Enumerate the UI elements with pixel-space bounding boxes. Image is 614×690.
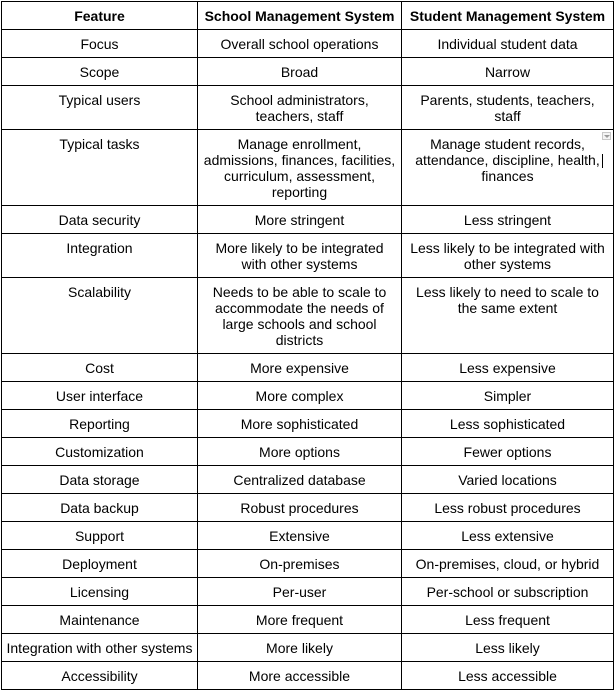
- table-row: [2, 466, 614, 494]
- feature-cell[interactable]: Typical users: [2, 86, 198, 130]
- feature-cell[interactable]: Typical tasks: [2, 130, 198, 206]
- feature-cell[interactable]: Integration: [2, 234, 198, 278]
- student-system-cell[interactable]: Less expensive: [402, 354, 614, 382]
- feature-cell[interactable]: Data storage: [2, 466, 198, 494]
- table-row: [2, 130, 614, 206]
- student-system-cell[interactable]: Less sophisticated: [402, 410, 614, 438]
- school-system-cell[interactable]: Needs to be able to scale to accommodate the needs of large schools and school districts: [198, 278, 402, 354]
- comparison-table: [1, 1, 614, 690]
- school-system-cell[interactable]: School administrators, teachers, staff: [198, 86, 402, 130]
- student-system-cell[interactable]: Less likely to need to scale to the same extent: [402, 278, 614, 354]
- student-system-cell[interactable]: Less likely to be integrated with other systems: [402, 234, 614, 278]
- table-row: [2, 662, 614, 690]
- school-system-cell[interactable]: Manage enrollment, admissions, finances, facilities, curriculum, assessment, reporting: [198, 130, 402, 206]
- feature-cell[interactable]: Reporting: [2, 410, 198, 438]
- header-row: [2, 2, 614, 30]
- feature-cell[interactable]: Focus: [2, 30, 198, 58]
- feature-cell[interactable]: Deployment: [2, 550, 198, 578]
- table-row: [2, 382, 614, 410]
- feature-cell[interactable]: Cost: [2, 354, 198, 382]
- table-row: [2, 494, 614, 522]
- feature-cell[interactable]: Licensing: [2, 578, 198, 606]
- table-row: [2, 550, 614, 578]
- dropdown-arrow-icon[interactable]: [602, 132, 611, 140]
- student-system-cell[interactable]: Less extensive: [402, 522, 614, 550]
- school-system-cell[interactable]: More complex: [198, 382, 402, 410]
- feature-cell[interactable]: Data security: [2, 206, 198, 234]
- school-system-cell[interactable]: More sophisticated: [198, 410, 402, 438]
- school-system-cell[interactable]: Extensive: [198, 522, 402, 550]
- student-system-cell-text: Manage student records, attendance, discipline, health, finances: [415, 136, 600, 184]
- header-feature[interactable]: Feature: [2, 2, 198, 30]
- school-system-cell[interactable]: More expensive: [198, 354, 402, 382]
- school-system-cell[interactable]: Robust procedures: [198, 494, 402, 522]
- student-system-cell-active[interactable]: [402, 130, 614, 206]
- feature-cell[interactable]: Support: [2, 522, 198, 550]
- feature-cell[interactable]: Integration with other systems: [2, 634, 198, 662]
- feature-cell[interactable]: User interface: [2, 382, 198, 410]
- student-system-cell[interactable]: Less likely: [402, 634, 614, 662]
- school-system-cell[interactable]: More frequent: [198, 606, 402, 634]
- school-system-cell[interactable]: Centralized database: [198, 466, 402, 494]
- feature-cell[interactable]: Scope: [2, 58, 198, 86]
- table-row: [2, 606, 614, 634]
- table-row: [2, 634, 614, 662]
- table-row: [2, 234, 614, 278]
- table-row: [2, 410, 614, 438]
- school-system-cell[interactable]: Broad: [198, 58, 402, 86]
- student-system-cell[interactable]: Less robust procedures: [402, 494, 614, 522]
- feature-cell[interactable]: Maintenance: [2, 606, 198, 634]
- student-system-cell[interactable]: Fewer options: [402, 438, 614, 466]
- school-system-cell[interactable]: Overall school operations: [198, 30, 402, 58]
- school-system-cell[interactable]: On-premises: [198, 550, 402, 578]
- feature-cell[interactable]: Customization: [2, 438, 198, 466]
- table-row: [2, 354, 614, 382]
- feature-cell[interactable]: Data backup: [2, 494, 198, 522]
- school-system-cell[interactable]: More accessible: [198, 662, 402, 690]
- table-row: [2, 578, 614, 606]
- table-row: [2, 30, 614, 58]
- student-system-cell[interactable]: On-premises, cloud, or hybrid: [402, 550, 614, 578]
- student-system-cell[interactable]: Simpler: [402, 382, 614, 410]
- text-cursor: [602, 154, 603, 168]
- student-system-cell[interactable]: Less frequent: [402, 606, 614, 634]
- school-system-cell[interactable]: More likely: [198, 634, 402, 662]
- school-system-cell[interactable]: More options: [198, 438, 402, 466]
- table-row: [2, 438, 614, 466]
- table-row: [2, 522, 614, 550]
- student-system-cell[interactable]: Parents, students, teachers, staff: [402, 86, 614, 130]
- school-system-cell[interactable]: More likely to be integrated with other systems: [198, 234, 402, 278]
- student-system-cell[interactable]: Per-school or subscription: [402, 578, 614, 606]
- header-student-management-system[interactable]: Student Management System: [402, 2, 614, 30]
- table-row: [2, 206, 614, 234]
- school-system-cell[interactable]: Per-user: [198, 578, 402, 606]
- student-system-cell[interactable]: Varied locations: [402, 466, 614, 494]
- student-system-cell[interactable]: Less accessible: [402, 662, 614, 690]
- student-system-cell[interactable]: Less stringent: [402, 206, 614, 234]
- table-row: [2, 86, 614, 130]
- table-row: [2, 58, 614, 86]
- student-system-cell[interactable]: Narrow: [402, 58, 614, 86]
- feature-cell[interactable]: Scalability: [2, 278, 198, 354]
- header-school-management-system[interactable]: School Management System: [198, 2, 402, 30]
- feature-cell[interactable]: Accessibility: [2, 662, 198, 690]
- school-system-cell[interactable]: More stringent: [198, 206, 402, 234]
- table-row: [2, 278, 614, 354]
- student-system-cell[interactable]: Individual student data: [402, 30, 614, 58]
